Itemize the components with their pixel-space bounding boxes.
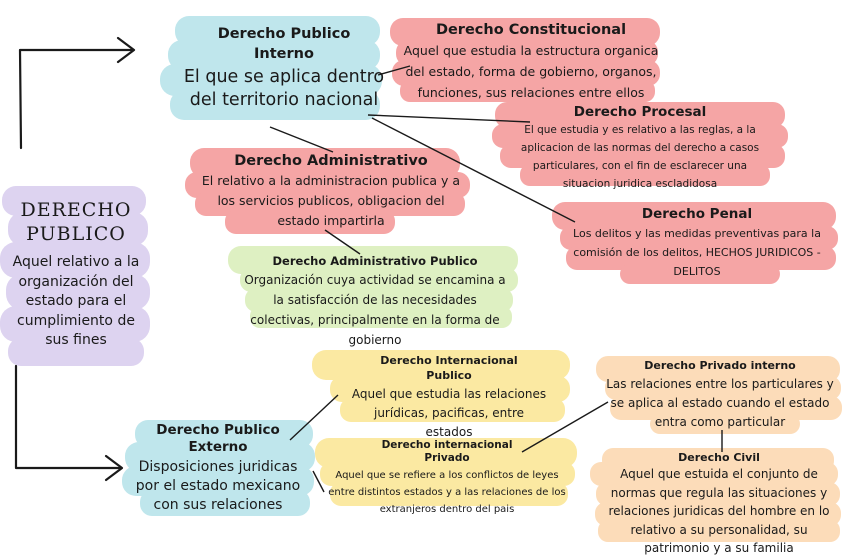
externo-description: Disposiciones juridicas por el estado mexicano con sus relaciones [135,459,301,513]
penal-title: Derecho Penal [641,206,753,222]
intl-privado-title: Derecho internacional Privado [381,439,513,464]
administrativo-description: El relativo a la administracion publica y a los servicios publicos, obligacion del estado impartirla [201,173,461,228]
administrativo-node [190,151,472,231]
constitucional-node [398,20,664,103]
admin-publico-description: Organización cuya actividad se encamina a la satisfacción de las necesidades colectivas, principalmente en la forma de gobierno [244,273,506,347]
externo-title: Derecho Publico Externo [156,422,280,455]
penal-description: Los delitos y las medidas preventivas para la comisión de los delitos, HECHOS JURIDICOS - DELITOS [573,227,821,278]
intl-publico-description: Aquel que estudia las relaciones jurídicas, pacificas, entre estados [351,387,547,439]
penal-node [556,205,838,281]
interno-node [176,24,392,112]
intl-privado-description: Aquel que se refiere a los conflictos de leyes entre distintos estados y a las relaciones de los extranjeros dentro del pais [328,470,566,515]
administrativo-title: Derecho Administrativo [234,153,428,169]
derecho-publico-title: DERECHO PUBLICO [20,199,132,245]
upper-arrow [20,50,132,148]
intl-privado-node [316,439,578,518]
civil-title: Derecho Civil [678,451,760,464]
intl-publico-title: Derecho Internacional Publico [380,354,518,382]
procesal-title: Derecho Procesal [573,104,707,120]
procesal-node [496,104,784,193]
intl-publico-node [330,353,568,442]
civil-description: Aquel que estuida el conjunto de normas que regula las situaciones y relaciones juridicas del hombre en lo relativo a su personalidad, su patrimonio y a su familia [608,467,830,555]
procesal-description: El que estudia y es relativo a las reglas, a la aplicacion de las normas del derecho a casos particulares, con el fin de esclarecer una situacion juridica escladidosa [520,124,760,190]
externo-node [126,422,310,515]
constitucional-title: Derecho Constitucional [435,22,627,38]
admin-publico-node [234,253,516,350]
derecho-publico-description: Aquel relativo a la organización del estado para el cumplimiento de sus fines [12,254,140,348]
lower-arrow [16,366,120,468]
admin-publico-title: Derecho Administrativo Publico [272,254,478,268]
interno-description: El que se aplica dentro del territorio nacional [183,67,385,110]
privado-interno-title: Derecho Privado interno [644,359,796,372]
privado-interno-description: Las relaciones entre los particulares y se aplica al estado cuando el estado entra como particular [606,377,834,429]
interno-title: Derecho Publico Interno [217,26,351,62]
derecho-publico-node [8,198,144,351]
civil-node [596,451,842,558]
constitucional-description: Aquel que estudia la estructura organica del estado, forma de gobierno, organos, funciones, sus relaciones entre ellos [403,43,659,100]
privado-interno-node [598,358,842,432]
